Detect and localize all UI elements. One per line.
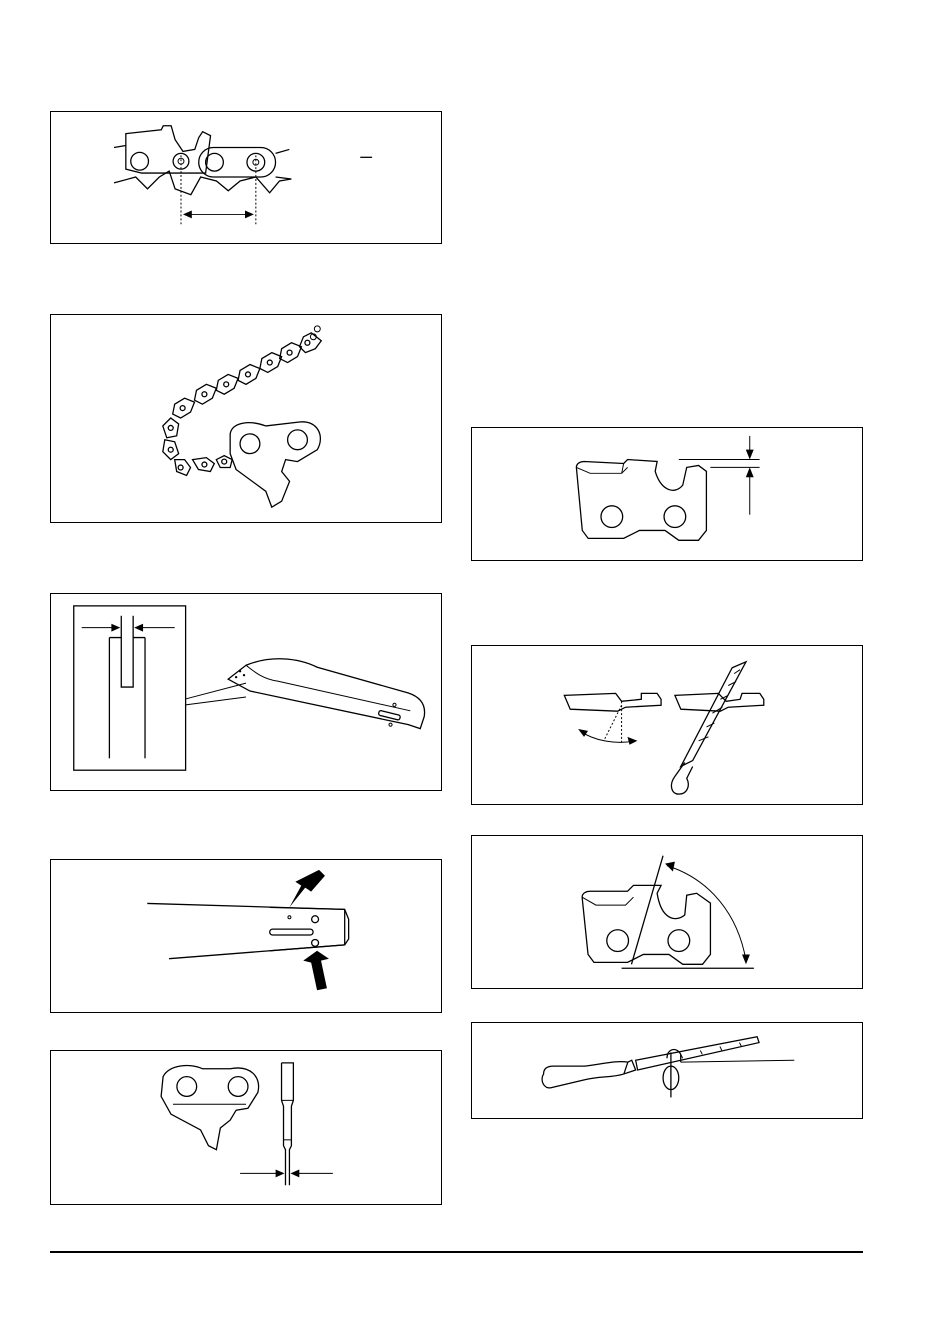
drive-link-gauge-illustration	[51, 1051, 441, 1204]
figure-file-holder	[471, 1022, 863, 1119]
figure-cutting-angle	[471, 835, 863, 989]
file-angle-illustration	[472, 646, 862, 804]
figure-drive-link-gauge	[50, 1050, 442, 1205]
figure-chain-loop-drive-link	[50, 314, 442, 523]
chain-pitch-illustration	[51, 112, 441, 243]
bar-groove-illustration	[51, 594, 441, 790]
bar-nose-illustration	[51, 860, 441, 1012]
footer-rule	[50, 1251, 863, 1253]
figure-bar-groove-width	[50, 593, 442, 791]
chain-loop-illustration	[51, 315, 441, 522]
depth-gauge-illustration	[472, 428, 862, 560]
file-holder-illustration	[472, 1023, 862, 1118]
figure-bar-nose-oil-holes	[50, 859, 442, 1013]
figure-chain-pitch	[50, 111, 442, 244]
figure-file-angle-top-plate	[471, 645, 863, 805]
cutting-angle-illustration	[472, 836, 862, 988]
figure-depth-gauge-setting	[471, 427, 863, 561]
